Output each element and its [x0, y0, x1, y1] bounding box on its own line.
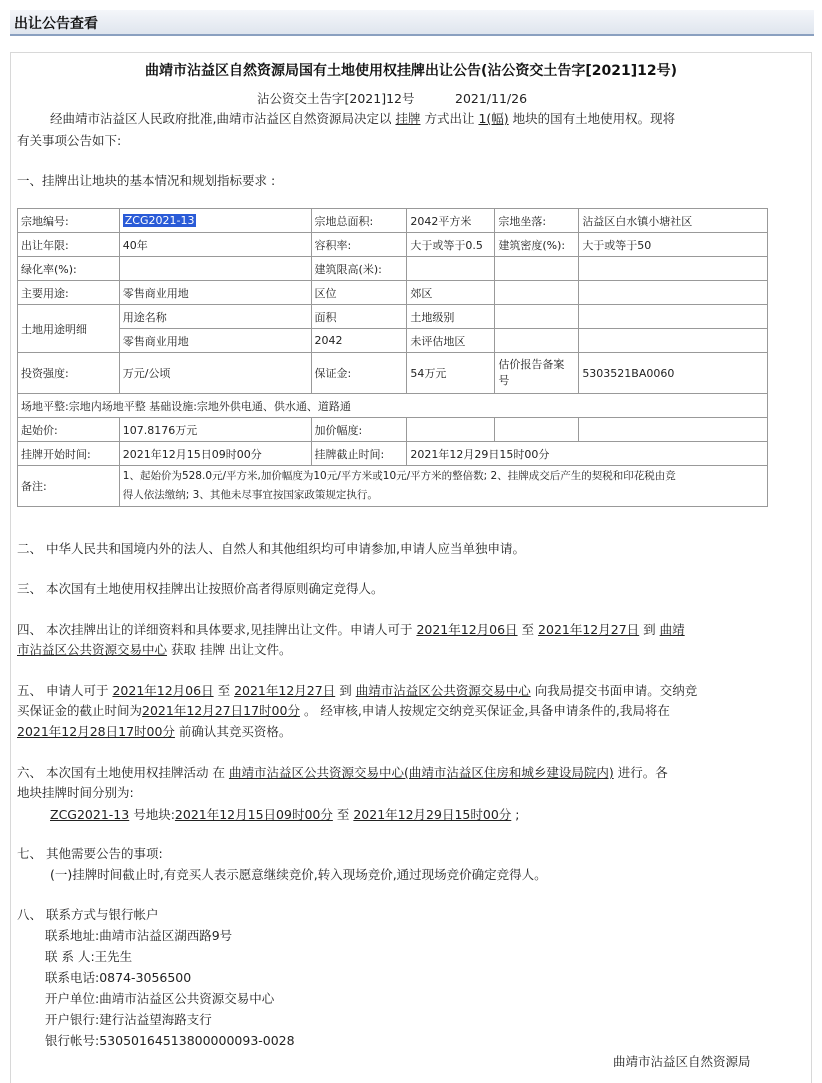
table-row [18, 394, 768, 418]
table-cell: 用途名称 [119, 305, 311, 329]
table-cell: 投资强度: [18, 353, 120, 394]
table-cell: 宗地总面积: [311, 209, 407, 233]
table-cell: 估价报告备案号 [495, 353, 579, 394]
page-header-title: 出让公告查看 [14, 16, 98, 32]
table-cell: 加价幅度: [311, 418, 407, 442]
contact-person: 联 系 人:王先生 [45, 949, 133, 964]
section-2: 二、 中华人民共和国境内外的法人、自然人和其他组织均可申请参加,申请人应当单独申请。 [17, 541, 525, 556]
table-row [18, 209, 768, 233]
intro-line-1 [50, 108, 675, 129]
table-cell: 郊区 [407, 281, 495, 305]
table-cell: 主要用途: [18, 281, 120, 305]
section-5-line-2 [17, 700, 670, 721]
table-cell [579, 418, 768, 442]
s4-place-1: 曲靖 [659, 622, 685, 637]
table-cell: 40年 [119, 233, 311, 257]
table-cell: 宗地坐落: [495, 209, 579, 233]
s5-text-d: 。 经审核,申请人按规定交纳竞买保证金,具备申请条件的,我局将在 [303, 703, 670, 718]
table-cell: 建筑密度(%): [495, 233, 579, 257]
section-6-line-1 [17, 762, 668, 783]
table-cell [495, 281, 579, 305]
table-cell: 零售商业用地 [119, 281, 311, 305]
remark-line-1: 1、起始价为528.0元/平方米,加价幅度为10元/平方米或10元/平方米的整倍数; 2、挂牌成交后产生的契税和印花税由竞 [122, 470, 676, 482]
s4-place-2: 市沾益区公共资源交易中心 [17, 642, 168, 657]
section-1-heading: 一、挂牌出让地块的基本情况和规划指标要求 : [17, 173, 276, 188]
s6-to: 至 [336, 807, 350, 822]
intro-method: 挂牌 [395, 111, 421, 126]
section-7-item-1: (一)挂牌时间截止时,有竞买人表示愿意继续竞价,转入现场竞价,通过现场竞价确定竞得人。 [50, 867, 547, 882]
table-cell: 零售商业用地 [119, 329, 311, 353]
table-cell: 区位 [311, 281, 407, 305]
table-cell: 大于或等于0.5 [407, 233, 495, 257]
table-cell: 土地用途明细 [18, 305, 120, 353]
table-cell [407, 418, 495, 442]
table-row [18, 353, 768, 394]
table-cell [579, 257, 768, 281]
account-number: 银行帐号:53050164513800000093-0028 [45, 1033, 295, 1048]
table-cell: 未评估地区 [407, 329, 495, 353]
table-cell: 起始价: [18, 418, 120, 442]
table-cell: 万元/公顷 [119, 353, 311, 394]
table-row [18, 281, 768, 305]
section-5-line-1 [17, 680, 697, 701]
section-4-line-2 [17, 639, 291, 660]
table-cell: 绿化率(%): [18, 257, 120, 281]
s4-text-b: 获取 挂牌 出让文件。 [171, 642, 292, 657]
table-cell: 5303521BA0060 [579, 353, 768, 394]
table-row [18, 418, 768, 442]
table-cell: 54万元 [407, 353, 495, 394]
s4-start-date: 2021年12月06日 [416, 622, 518, 637]
s4-at: 到 [643, 622, 656, 637]
s5-at: 到 [339, 683, 352, 698]
table-cell: 出让年限: [18, 233, 120, 257]
table-cell: 保证金: [311, 353, 407, 394]
table-cell: 2021年12月15日09时00分 [119, 442, 311, 466]
table-cell [119, 209, 311, 233]
s5-to: 至 [217, 683, 231, 698]
table-cell [579, 281, 768, 305]
s5-place: 曲靖市沾益区公共资源交易中心 [355, 683, 531, 698]
table-cell: 沾益区白水镇小塘社区 [579, 209, 768, 233]
table-cell: 2021年12月29日15时00分 [407, 442, 768, 466]
table-cell: 场地平整:宗地内场地平整 基础设施:宗地外供电通、供水通、道路通 [18, 394, 768, 418]
table-cell: 大于或等于50 [579, 233, 768, 257]
intro-count: 1(幅) [478, 111, 509, 126]
table-cell: 2042平方米 [407, 209, 495, 233]
notice-title: 曲靖市沾益区自然资源局国有土地使用权挂牌出让公告(沾公资交土告字[2021]12号) [144, 63, 678, 79]
s5-text-b: 向我局提交书面申请。交纳竞 [534, 683, 698, 698]
parcel-info-table [17, 208, 768, 507]
table-cell: 建筑限高(米): [311, 257, 407, 281]
table-row [18, 305, 768, 329]
table-cell: 宗地编号: [18, 209, 120, 233]
section-7: 七、 其他需要公告的事项: [17, 846, 163, 861]
section-8: 八、 联系方式与银行帐户 [17, 907, 159, 922]
intro-line-2: 有关事项公告如下: [17, 133, 122, 148]
s4-to: 至 [521, 622, 535, 637]
table-cell: 2042 [311, 329, 407, 353]
contact-phone: 联系电话:0874-3056500 [45, 970, 192, 985]
table-cell: 备注: [18, 466, 120, 507]
account-unit: 开户单位:曲靖市沾益区公共资源交易中心 [45, 991, 275, 1006]
table-row [18, 329, 768, 353]
s5-end-date: 2021年12月27日 [234, 683, 336, 698]
intro-text: 经曲靖市沾益区人民政府批准,曲靖市沾益区自然资源局决定以 [50, 111, 392, 126]
doc-number: 沾公资交土告字[2021]12号 [257, 91, 415, 106]
notice-date: 2021/11/26 [455, 91, 528, 106]
s4-text: 四、 本次挂牌出让的详细资料和具体要求,见挂牌出让文件。申请人可于 [17, 622, 413, 637]
s5-text-c: 买保证金的截止时间为 [17, 703, 143, 718]
table-cell [495, 418, 579, 442]
s5-start-date: 2021年12月06日 [112, 683, 214, 698]
table-row [18, 257, 768, 281]
account-bank: 开户银行:建行沾益望海路支行 [45, 1012, 212, 1027]
table-cell [407, 257, 495, 281]
s6-text-b: 进行。各 [617, 765, 668, 780]
table-cell: 容积率: [311, 233, 407, 257]
contact-address: 联系地址:曲靖市沾益区湖西路9号 [45, 928, 233, 943]
section-4-line-1 [17, 619, 685, 640]
section-6-parcel-line [50, 804, 519, 825]
s5-deposit-deadline: 2021年12月27日17时00分 [142, 703, 300, 718]
s6-parcel-id: ZCG2021-13 [50, 807, 130, 822]
s5-confirm-date: 2021年12月28日17时00分 [17, 724, 175, 739]
table-row [18, 466, 768, 507]
s5-text-e: 前确认其竞买资格。 [178, 724, 292, 739]
table-cell [119, 257, 311, 281]
s6-semicolon: ; [515, 807, 520, 822]
table-cell: 挂牌截止时间: [311, 442, 407, 466]
table-cell [495, 257, 579, 281]
table-cell [495, 329, 579, 353]
s6-text: 六、 本次国有土地使用权挂牌活动 在 [17, 765, 225, 780]
section-3: 三、 本次国有土地使用权挂牌出让按照价高者得原则确定竞得人。 [17, 581, 384, 596]
s6-end: 2021年12月29日15时00分 [353, 807, 512, 822]
table-cell [579, 305, 768, 329]
table-cell: 土地级别 [407, 305, 495, 329]
remark-line-2: 得人依法缴纳; 3、其他未尽事宜按国家政策规定执行。 [122, 489, 378, 501]
table-cell [495, 305, 579, 329]
table-cell [579, 329, 768, 353]
table-cell: 107.8176万元 [119, 418, 311, 442]
parcel-id: ZCG2021-13 [124, 214, 195, 227]
s6-label: 号地块: [133, 807, 175, 822]
s6-place: 曲靖市沾益区公共资源交易中心(曲靖市沾益区住房和城乡建设局院内) [228, 765, 614, 780]
s5-text: 五、 申请人可于 [17, 683, 109, 698]
section-6-line-2: 地块挂牌时间分别为: [17, 785, 134, 800]
page-header [10, 10, 814, 36]
table-row [18, 233, 768, 257]
table-cell [119, 466, 767, 507]
s6-start: 2021年12月15日09时00分 [174, 807, 333, 822]
s4-end-date: 2021年12月27日 [538, 622, 640, 637]
signer: 曲靖市沾益区自然资源局 [613, 1054, 751, 1069]
table-cell: 面积 [311, 305, 407, 329]
section-5-line-3 [17, 721, 291, 742]
table-cell: 挂牌开始时间: [18, 442, 120, 466]
intro-text-b: 方式出让 [424, 111, 475, 126]
table-row [18, 442, 768, 466]
intro-text-c: 地块的国有土地使用权。现将 [512, 111, 676, 126]
